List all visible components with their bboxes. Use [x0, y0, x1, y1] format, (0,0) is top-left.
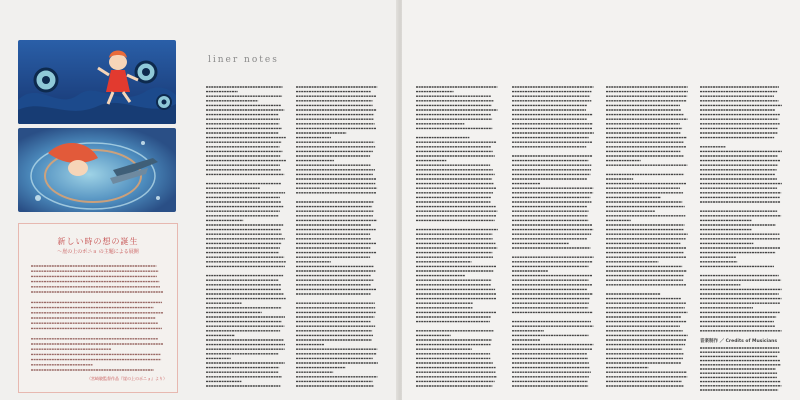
ponyo-swimming-image: [18, 128, 176, 212]
ponyo-running-image: [18, 40, 176, 124]
column-2-text-lines: [296, 85, 378, 390]
essay-text-lines: [31, 264, 167, 374]
credits-heading: 音楽制作 ／ Credits of Musicians: [700, 339, 778, 344]
essay-title: 新しい時の想の誕生: [57, 237, 139, 246]
illustration-ponyo-running: [18, 40, 176, 124]
essay-box: [18, 223, 178, 393]
left-page: [0, 0, 398, 400]
liner-notes-heading: liner notes: [208, 55, 279, 65]
essay-body-text: [31, 264, 167, 374]
essay-credit: （宮崎駿監督作品『崖の上のポニョ』より）: [87, 376, 167, 381]
liner-notes-column-1: [206, 85, 286, 390]
essay-subtitle: 〜崖の上のポニョ の主題による展開: [57, 249, 139, 255]
liner-notes-column-2: [296, 85, 378, 390]
column-1-text-lines: [206, 85, 286, 390]
illustration-ponyo-swimming: [18, 128, 176, 212]
